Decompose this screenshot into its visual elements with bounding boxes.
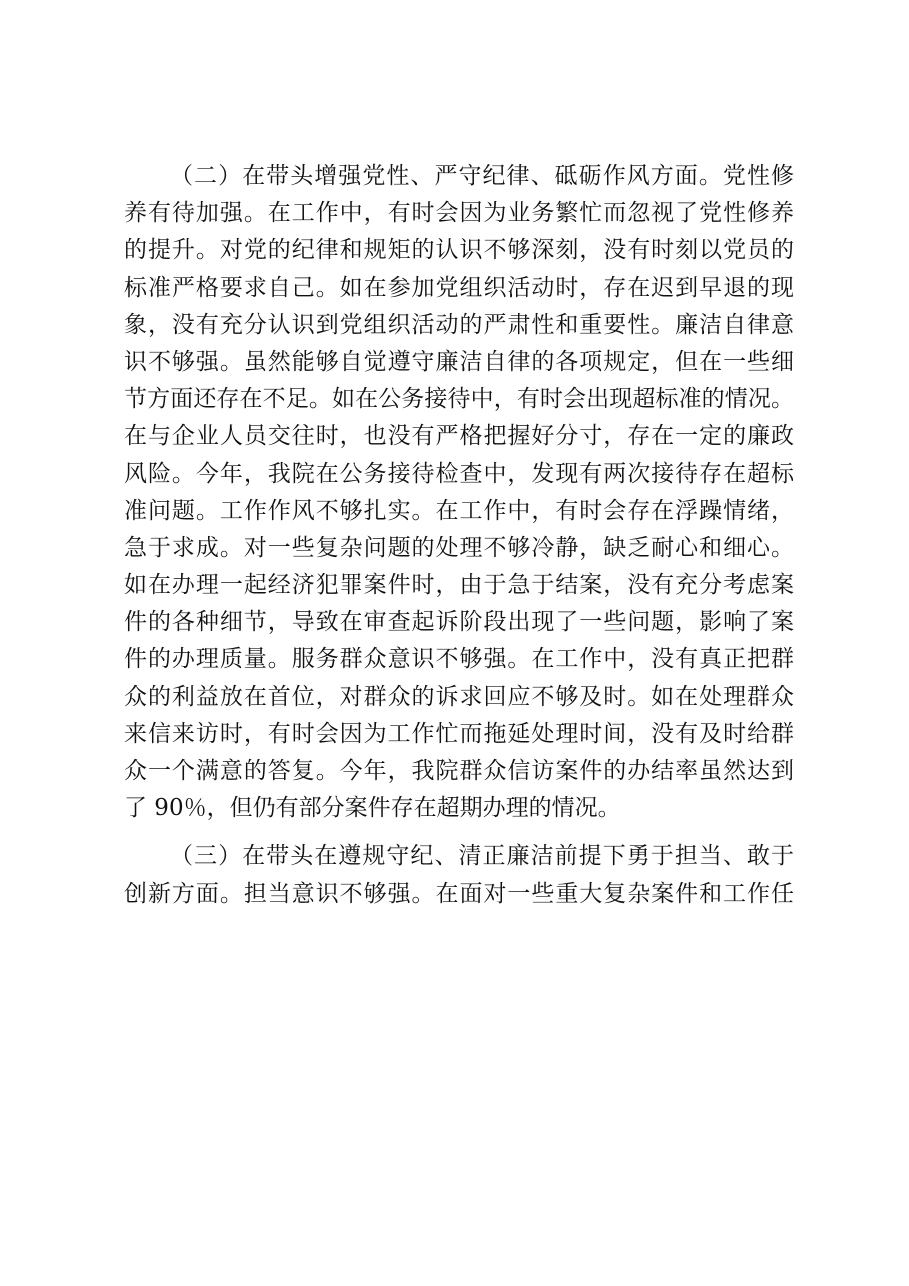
body-text bbox=[124, 158, 794, 913]
text-line: 识不够强。虽然能够自觉遵守廉洁自律的各项规定，但在一些细 bbox=[124, 348, 794, 375]
text-line: 节方面还存在不足。如在公务接待中，有时会出现超标准的情况。 bbox=[124, 386, 794, 413]
paragraph-gap bbox=[124, 827, 794, 838]
text-line: 来信来访时，有时会因为工作忙而拖延处理时间，没有及时给群 bbox=[124, 720, 794, 747]
text-line: 件的办理质量。服务群众意识不够强。在工作中，没有真正把群 bbox=[124, 646, 794, 673]
text-line: 的提升。对党的纪律和规矩的认识不够深刻，没有时刻以党员的 bbox=[124, 237, 794, 264]
paragraph-3 bbox=[124, 838, 794, 912]
text-line: 急于求成。对一些复杂问题的处理不够冷静，缺乏耐心和细心。 bbox=[124, 534, 794, 561]
text-line: 众一个满意的答复。今年，我院群众信访案件的办结率虽然达到 bbox=[124, 758, 794, 784]
text-line: 标准严格要求自己。如在参加党组织活动时，存在迟到早退的现 bbox=[124, 274, 794, 301]
text-line: 在与企业人员交往时，也没有严格把握好分寸，存在一定的廉政 bbox=[124, 423, 794, 450]
paragraph-2 bbox=[124, 158, 794, 827]
text-line: 创新方面。担当意识不够强。在面对一些重大复杂案件和工作任 bbox=[124, 880, 794, 907]
text-line: 象，没有充分认识到党组织活动的严肃性和重要性。廉洁自律意 bbox=[124, 311, 794, 338]
text-line: （二）在带头增强党性、严守纪律、砥砺作风方面。党性修 bbox=[170, 163, 794, 189]
text-line: 件的各种细节，导致在审查起诉阶段出现了一些问题，影响了案 bbox=[124, 609, 794, 636]
text-line: 养有待加强。在工作中，有时会因为业务繁忙而忽视了党性修养 bbox=[124, 200, 794, 227]
text-line: 风险。今年，我院在公务接待检查中，发现有两次接待存在超标 bbox=[124, 460, 794, 487]
text-line: 如在办理一起经济犯罪案件时，由于急于结案，没有充分考虑案 bbox=[124, 572, 794, 599]
text-line: （三）在带头在遵规守纪、清正廉洁前提下勇于担当、敢于 bbox=[170, 843, 794, 870]
text-line: 众的利益放在首位，对群众的诉求回应不够及时。如在处理群众 bbox=[124, 683, 794, 710]
text-line: 准问题。工作作风不够扎实。在工作中，有时会存在浮躁情绪， bbox=[124, 497, 794, 524]
text-line: 了 90％，但仍有部分案件存在超期办理的情况。 bbox=[124, 795, 621, 822]
